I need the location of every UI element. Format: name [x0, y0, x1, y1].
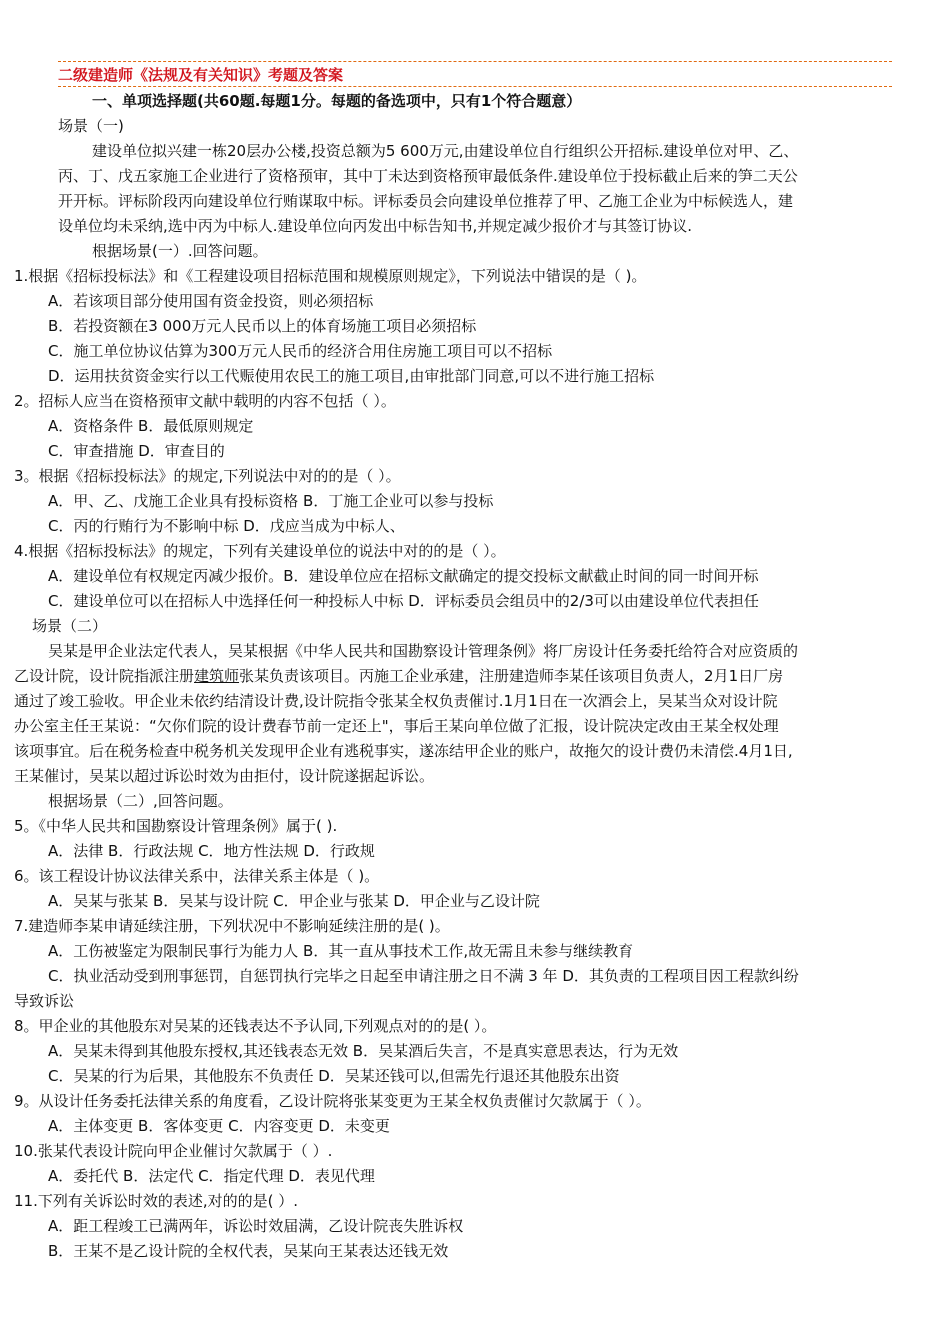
- question-10: 10.张某代表设计院向甲企业催讨欠款属于（ ）.: [14, 1142, 333, 1160]
- question-1: 1.根据《招标投标法》和《工程建设项目招标范围和规模原则规定》，下列说法中错误的是（ )。: [14, 267, 647, 285]
- scene2-text: 乙设计院，设计院指派注册: [14, 667, 195, 685]
- q2-options-cd: C．审查措施 D．审查目的: [48, 442, 225, 460]
- q2-options-ab: A．资格条件 B．最低原则规定: [48, 417, 254, 435]
- q10-options: A．委托代 B．法定代 C．指定代理 D．表见代理: [48, 1167, 375, 1185]
- scene1-paragraph-line: 开开标。评标阶段丙向建设单位行贿谋取中标。评标委员会向建设单位推荐了甲、乙施工企业为中标候选人，建: [58, 192, 794, 210]
- question-3: 3。根据《招标投标法》的规定,下列说法中对的的是（ ）。: [14, 467, 401, 485]
- q5-options: A．法律 B．行政法规 C．地方性法规 D．行政规: [48, 842, 375, 860]
- question-5: 5。《中华人民共和国勘察设计管理条例》属于( ).: [14, 817, 338, 835]
- question-8: 8。甲企业的其他股东对吴某的还钱表达不予认同,下列观点对的的是( ）。: [14, 1017, 497, 1035]
- scene1-paragraph-line: 丙、丁、戊五家施工企业进行了资格预审，其中丁未达到资格预审最低条件.建设单位于投标截止后来的笋二天公: [58, 167, 798, 185]
- q1-option-a: A．若该项目部分使用国有资金投资，则必须招标: [48, 292, 374, 310]
- scene2-paragraph-line: [14, 665, 783, 687]
- question-7: 7.建造师李某申请延续注册，下列状况中不影响延续注册的是( )。: [14, 917, 450, 935]
- q3-options-ab: A．甲、乙、戊施工企业具有投标资格 B．丁施工企业可以参与投标: [48, 492, 494, 510]
- question-6: 6。该工程设计协议法律关系中，法律关系主体是（ )。: [14, 867, 380, 885]
- scene2-underlined-text: 建筑师: [194, 667, 240, 685]
- scene2-prompt: 根据场景（二）,回答问题。: [48, 792, 233, 810]
- question-4: 4.根据《招标投标法》的规定，下列有关建设单位的说法中对的的是（ ）。: [14, 542, 506, 560]
- q7-options-cd-continued: 导致诉讼: [14, 992, 75, 1010]
- scene2-paragraph-line: 吴某是甲企业法定代表人，吴某根据《中华人民共和国勘察设计管理条例》将厂房设计任务委托给符合对应资质的: [48, 642, 799, 660]
- q11-option-a: A．距工程竣工已满两年，诉讼时效届满，乙设计院丧失胜诉权: [48, 1217, 464, 1235]
- scene2-label: 场景（二）: [32, 617, 108, 635]
- q4-options-ab: A．建设单位有权规定丙减少报价。B．建设单位应在招标文献确定的提交投标文献截止时间的同一时间开标: [48, 567, 759, 585]
- scene2-paragraph-line: 通过了竣工验收。甲企业未依约结清设计费,设计院指令张某全权负责催讨.1月1日在一次酒会上，吴某当众对设计院: [14, 692, 778, 710]
- scene2-paragraph-line: 该项事宜。后在税务检查中税务机关发现甲企业有逃税事实，遂冻结甲企业的账户，故拖欠的设计费仍未清偿.4月1日,: [14, 742, 793, 760]
- q1-option-d: D．运用扶贫资金实行以工代赈使用农民工的施工项目,由审批部门同意,可以不进行施工招标: [48, 367, 655, 385]
- title-dashed-rule: [58, 86, 892, 87]
- q9-options: A．主体变更 B．客体变更 C．内容变更 D．未变更: [48, 1117, 390, 1135]
- scene1-paragraph-line: 设单位均未采纳,选中丙为中标人.建设单位向丙发出中标告知书,并规定减少报价才与其签订协议.: [58, 217, 693, 235]
- q1-option-b: B．若投资额在3 000万元人民币以上的体育场施工项目必须招标: [48, 317, 477, 335]
- q6-options: A．吴某与张某 B．吴某与设计院 C．甲企业与张某 D．甲企业与乙设计院: [48, 892, 540, 910]
- section-heading: 一、单项选择题(共60题.每题1分。每题的备选项中，只有1个符合题意）: [92, 92, 582, 110]
- scene1-label: 场景（一): [58, 117, 124, 135]
- q4-options-cd: C．建设单位可以在招标人中选择任何一种投标人中标 D．评标委员会组员中的2/3可以由建设单位代表担任: [48, 592, 759, 610]
- scene2-paragraph-line: 王某催讨，吴某以超过诉讼时效为由拒付，设计院遂据起诉讼。: [14, 767, 435, 785]
- q1-option-c: C．施工单位协议估算为300万元人民币的经济合用住房施工项目可以不招标: [48, 342, 553, 360]
- scene2-text: 张某负责该项目。丙施工企业承建，注册建造师李某任该项目负责人，2月1日厂房: [239, 667, 784, 685]
- scene1-paragraph-line: 建设单位拟兴建一栋20层办公楼,投资总额为5 600万元,由建设单位自行组织公开招标.建设单位对甲、乙、: [92, 142, 799, 160]
- q7-options-ab: A．工伤被鉴定为限制民事行为能力人 B．其一直从事技术工作,故无需且未参与继续教育: [48, 942, 634, 960]
- question-2: 2。招标人应当在资格预审文献中载明的内容不包括（ ）。: [14, 392, 396, 410]
- scene1-prompt: 根据场景(一）.回答问题。: [92, 242, 268, 260]
- q8-options-cd: C．吴某的行为后果，其他股东不负责任 D．吴某还钱可以,但需先行退还其他股东出资: [48, 1067, 620, 1085]
- scene2-paragraph-line: 办公室主任王某说：“欠你们院的设计费春节前一定还上"，事后王某向单位做了汇报，设计院决定改由王某全权处理: [14, 717, 779, 735]
- top-dashed-rule: [58, 61, 892, 62]
- q8-options-ab: A．吴某未得到其他股东授权,其还钱表态无效 B．吴某酒后失言，不是真实意思表达，行为无效: [48, 1042, 679, 1060]
- q11-option-b: B．王某不是乙设计院的全权代表，吴某向王某表达还钱无效: [48, 1242, 449, 1260]
- q7-options-cd: C．执业活动受到刑事惩罚，自惩罚执行完毕之日起至申请注册之日不满 3 年 D．其负责的工程项目因工程款纠纷: [48, 967, 799, 985]
- document-title: 二级建造师《法规及有关知识》考题及答案: [58, 66, 344, 84]
- question-9: 9。从设计任务委托法律关系的角度看，乙设计院将张某变更为王某全权负责催讨欠款属于（ ）。: [14, 1092, 651, 1110]
- question-11: 11.下列有关诉讼时效的表述,对的的是( ）.: [14, 1192, 299, 1210]
- q3-options-cd: C．丙的行贿行为不影响中标 D．戊应当成为中标人、: [48, 517, 405, 535]
